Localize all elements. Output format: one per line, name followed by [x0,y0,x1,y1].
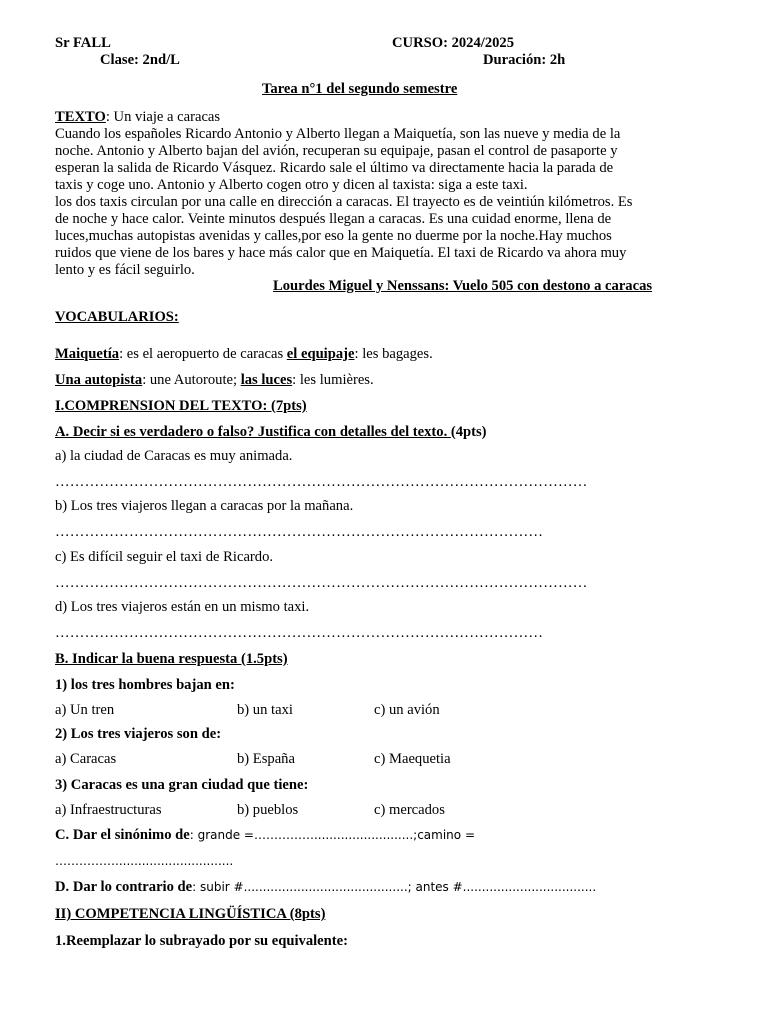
vocab-definition: : es el aeropuerto de caracas [119,346,287,362]
vocab-term: Una autopista [55,372,143,388]
part-c-label: C [55,827,66,843]
part-a-title: A. Decir si es verdadero o falso? Justifica con detalles del texto. [55,424,451,440]
section-1-heading: I.COMPRENSION DEL TEXTO: (7pts) [55,398,307,414]
vocab-term: el equipaje [286,346,355,362]
vocab-term: Maiquetía [55,346,120,362]
part-d-answers[interactable]: : subir #...........................................; antes #................................... [192,880,597,894]
answer-line[interactable]: ……………………………………………………………………………………………… [55,474,588,490]
mc-option[interactable]: c) Maequetia [374,751,451,767]
answer-line[interactable]: ……………………………………………………………………………………………… [55,575,588,591]
answer-line[interactable]: ……………………………………………………………………………………… [55,524,544,540]
part-c-answer-line[interactable]: ……………............................... [55,854,234,868]
text-title [55,109,220,126]
mc-option[interactable]: a) Caracas [55,751,117,767]
text-line: ruidos que viene de los bares y hace más calor que en Maiquetía. El taxi de Ricardo va ahora muy [55,245,627,261]
text-line: esperan la salida de Ricardo Vásquez. Ricardo sale el último va directamente hacia la parada de [55,160,614,176]
part-a-points: (4pts) [450,424,487,440]
text-line: taxis y coge uno. Antonio y Alberto cogen otro y dicen al taxista: siga a este taxi. [55,177,528,193]
vocab-definition: : une Autoroute; [142,372,241,388]
question-a: a) la ciudad de Caracas es muy animada. [55,448,293,464]
part-c [55,827,475,844]
question-c: c) Es difícil seguir el taxi de Ricardo. [55,549,274,565]
reading-text [55,126,655,279]
mc-option[interactable]: b) España [237,751,295,767]
vocab-line-2 [55,372,374,389]
vocab-heading: VOCABULARIOS: [55,309,179,325]
vocab-term: las luces [240,372,293,388]
vocab-definition: : les bagages. [354,346,433,362]
text-line: Cuando los españoles Ricardo Antonio y Alberto llegan a Maiquetía, son las nueve y media de la [55,126,621,142]
answer-line[interactable]: ……………………………………………………………………………………… [55,625,544,641]
text-source: Lourdes Miguel y Nenssans: Vuelo 505 con destono a caracas [273,278,653,294]
text-line: luces,muchas autopistas avenidas y calles,por eso la gente no duerme por la noche.Hay muchos [55,228,612,244]
mc-question-1: 1) los tres hombres bajan en: [55,677,235,693]
part-c-answers[interactable]: : grande =……………..........................;camino = [189,828,475,842]
part-d-label: D [55,879,66,895]
class-label: Clase: 2nd/L [100,52,180,68]
part-d-heading: . Dar lo contrario de [65,879,193,895]
mc-question-3: 3) Caracas es una gran ciudad que tiene: [55,777,309,793]
question-b: b) Los tres viajeros llegan a caracas por la mañana. [55,498,354,514]
mc-option[interactable]: a) Infraestructuras [55,802,162,818]
mc-question-2: 2) Los tres viajeros son de: [55,726,222,742]
text-line: de noche y hace calor. Veinte minutos después llegan a caracas. Es una cuidad enorme, llena de [55,211,612,227]
duration-label: Duración: 2h [483,52,566,68]
vocab-line-1 [55,346,433,363]
text-label: TEXTO [55,109,106,125]
mc-option[interactable]: c) mercados [374,802,445,818]
part-d [55,879,596,896]
section-2-item-1: 1.Reemplazar lo subrayado por su equivalente: [55,933,348,949]
text-title-value: : Un viaje a caracas [105,109,221,125]
part-a-heading [55,424,487,441]
mc-option[interactable]: b) un taxi [237,702,293,718]
text-line: lento y es fácil seguirlo. [55,262,195,278]
teacher-name: Sr FALL [55,35,111,51]
mc-option[interactable]: c) un avión [374,702,440,718]
part-c-heading: . Dar el sinónimo de [65,827,190,843]
page-title: Tarea n°1 del segundo semestre [262,81,458,97]
text-line: los dos taxis circulan por una calle en dirección a caracas. El trayecto es de veintiún kilómetros. Es [55,194,633,210]
mc-option[interactable]: b) pueblos [237,802,299,818]
part-b-heading: B. Indicar la buena respuesta (1.5pts) [55,651,288,667]
question-d: d) Los tres viajeros están en un mismo taxi. [55,599,310,615]
vocab-definition: : les lumières. [292,372,374,388]
text-line: noche. Antonio y Alberto bajan del avión, recuperan su equipaje, pasan el control de pasaporte y [55,143,618,159]
course-year: CURSO: 2024/2025 [392,35,515,51]
mc-option[interactable]: a) Un tren [55,702,115,718]
section-2-heading: II) COMPETENCIA LINGÜÍSTICA (8pts) [55,906,326,922]
